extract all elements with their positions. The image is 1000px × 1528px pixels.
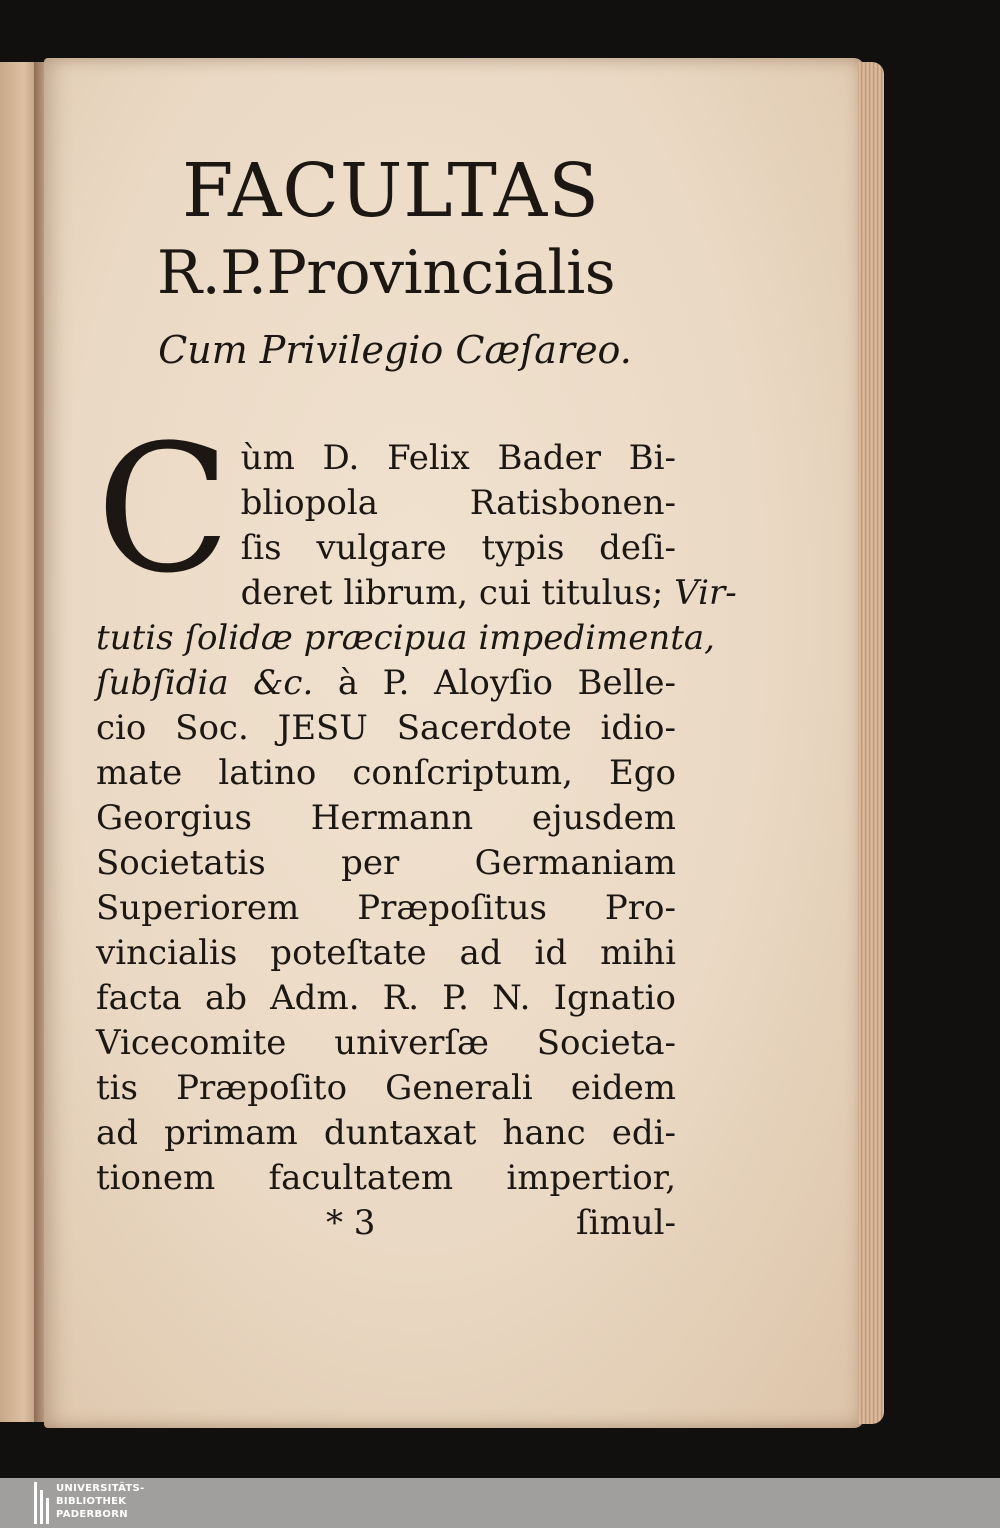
text-segment: cio Soc. JESU Sacerdote idio- [96, 708, 676, 748]
logo-line-1: UNIVERSITÄTS- [56, 1483, 145, 1494]
text-segment: ad primam duntaxat hanc edi- [96, 1113, 676, 1153]
text-segment: Georgius Hermann ejusdem [96, 798, 676, 838]
page-fore-edge [858, 62, 884, 1424]
subtitle: Cum Privilegio Cæſareo. [158, 328, 632, 372]
library-logo-text [56, 1482, 145, 1521]
drop-cap: C [96, 407, 231, 612]
text-segment: tis Præpoſito Generali eidem [96, 1068, 676, 1108]
text-line [96, 1021, 676, 1066]
text-segment: Societatis per Germaniam [96, 843, 676, 883]
text-segment: deret librum, cui titulus; [240, 573, 675, 613]
text-line [96, 661, 676, 706]
text-line [96, 616, 715, 661]
title-line-2: R.P.Provincialis [156, 238, 616, 308]
text-segment: Superiorem Præpoſitus Pro- [96, 888, 676, 928]
text-segment: à P. Aloyſio Belle- [313, 663, 676, 703]
text-line [96, 796, 676, 841]
text-line [96, 931, 676, 976]
catchword: ſimul- [576, 1203, 676, 1243]
text-segment: facta ab Adm. R. P. N. Ignatio [96, 978, 676, 1018]
library-logo-icon [34, 1482, 50, 1524]
logo-line-3: PADERBORN [56, 1509, 128, 1520]
library-logo-bar [0, 1478, 1000, 1528]
text-segment: vincialis poteſtate ad id mihi [96, 933, 676, 973]
title-line-1: FACULTAS [182, 148, 600, 234]
text-segment: ſis vulgare typis deſi- [240, 528, 676, 568]
text-segment: bliopola Ratisbonen- [240, 483, 676, 523]
text-segment: mate latino conſcriptum, Ego [96, 753, 676, 793]
text-line [96, 841, 676, 886]
text-line [96, 886, 676, 931]
page-footer [96, 1201, 676, 1246]
text-segment: Vir- [674, 573, 737, 613]
text-line [96, 1156, 676, 1201]
text-line [96, 751, 676, 796]
text-line [96, 1111, 676, 1156]
text-line [96, 706, 676, 751]
text-line [96, 976, 676, 1021]
text-segment: Vicecomite univerſæ Societa- [96, 1023, 676, 1063]
text-segment: tionem facultatem impertior, [96, 1158, 676, 1198]
text-segment: ſubſidia &c. [96, 663, 314, 703]
signature-mark: * 3 [326, 1203, 376, 1243]
page-text [96, 148, 737, 1246]
body-text [96, 407, 737, 1201]
text-line [96, 1066, 676, 1111]
text-segment: ùm D. Felix Bader Bi- [240, 438, 676, 478]
text-segment: tutis ſolidæ præcipua impedimenta, [96, 618, 715, 658]
logo-line-2: BIBLIOTHEK [56, 1496, 127, 1507]
